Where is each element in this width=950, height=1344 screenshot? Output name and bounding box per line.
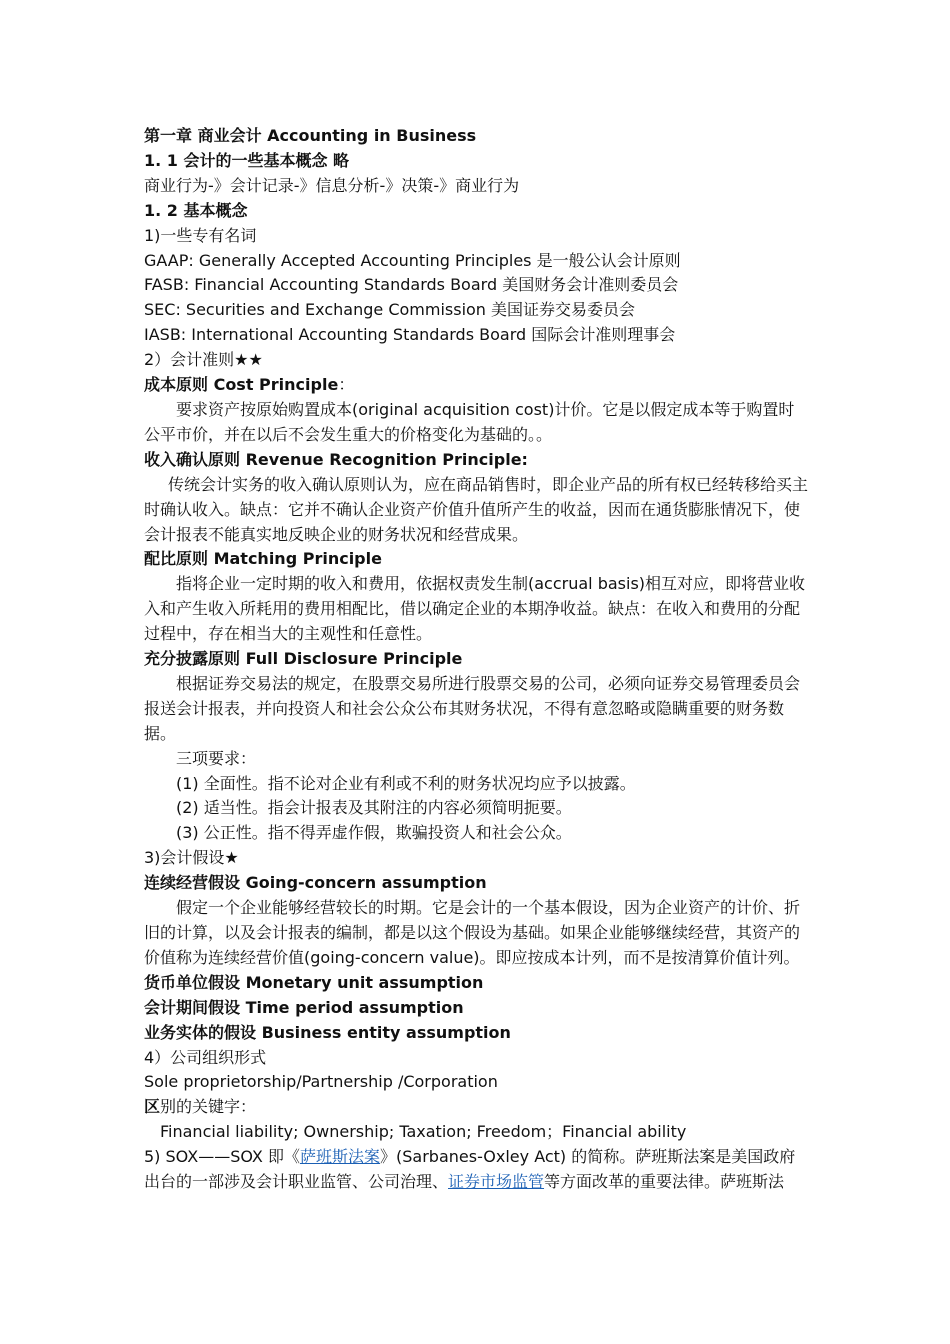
revenue-principle-body: 传统会计实务的收入确认原则认为，应在商品销售时，即企业产品的所有权已经转移给买主时确认收入。缺点：它并不确认企业资产价值升值所产生的收益，因而在通货膨胀情况下，使会计报表不能真实地反映企业的财务状况和经营成果。 — [144, 474, 809, 544]
assumptions-heading: 3)会计假设★ — [144, 848, 239, 868]
business-entity-title: 业务实体的假设 Business entity assumption — [144, 1022, 511, 1042]
cost-principle-label: 成本原则 Cost Principle — [144, 375, 339, 395]
securities-regulation-link[interactable]: 证券市场监管 — [448, 1172, 545, 1192]
matching-principle-body: 指将企业一定时期的收入和费用，依据权责发生制(accrual basis)相互对应，即将营业收入和产生收入所耗用的费用相配比，借以确定企业的本期净收益。缺点：在收入和费用的分配过程中，存在相当大的主观性和任意性。 — [144, 574, 806, 644]
cost-principle-colon: ： — [338, 375, 355, 395]
org-forms-heading: 4）公司组织形式 — [144, 1047, 267, 1067]
keywords-list: Financial liability; Ownership; Taxation; Freedom；Financial ability — [160, 1122, 687, 1142]
term-gaap: GAAP: Generally Accepted Accounting Principles 是一般公认会计原则 — [144, 250, 681, 270]
disclosure-principle-title: 充分披露原则 Full Disclosure Principle — [144, 649, 463, 669]
section-1-2-heading: 1. 2 基本概念 — [144, 200, 248, 220]
going-concern-title: 连续经营假设 Going-concern assumption — [144, 873, 487, 893]
cost-principle-title — [144, 373, 808, 398]
keywords-heading-rest: 别的关键字： — [160, 1097, 257, 1117]
sarbanes-oxley-link[interactable]: 萨班斯法案 — [299, 1147, 380, 1167]
org-forms-list: Sole proprietorship/Partnership /Corporation — [144, 1072, 498, 1092]
sox-text-middle: 》(Sarbanes-Oxley Act) 的简称。萨班斯法案是美国政府出台的一部涉及会计职业监管、公司治理、 — [144, 1147, 796, 1192]
requirement-1: (1) 全面性。指不论对企业有利或不利的财务状况均应予以披露。 — [176, 773, 636, 793]
time-period-title: 会计期间假设 Time period assumption — [144, 997, 464, 1017]
term-sec: SEC: Securities and Exchange Commission 美国证券交易委员会 — [144, 300, 636, 320]
section-1-1-heading: 1. 1 会计的一些基本概念 略 — [144, 150, 350, 170]
sox-text-end: 等方面改革的重要法律。萨班斯法 — [544, 1172, 785, 1192]
requirement-2: (2) 适当性。指会计报表及其附注的内容必须简明扼要。 — [176, 798, 572, 818]
disclosure-principle-body: 根据证券交易法的规定，在股票交易所进行股票交易的公司，必须向证券交易管理委员会报送会计报表，并向投资人和社会公众公布其财务状况，不得有意忽略或隐瞒重要的财务数据。 — [144, 673, 801, 743]
terms-heading: 1)一些专有名词 — [144, 225, 257, 245]
requirement-3: (3) 公正性。指不得弄虚作假，欺骗投资人和社会公众。 — [176, 823, 572, 843]
going-concern-body: 假定一个企业能够经营较长的时期。它是会计的一个基本假设，因为企业资产的计价、折旧的计算，以及会计报表的编制，都是以这个假设为基础。如果企业能够继续经营，其资产的价值称为连续经营价值(going-concern value)。即应按成本计列，而不是按清算价值计列。 — [144, 898, 801, 967]
three-requirements-label: 三项要求： — [176, 748, 257, 768]
business-flow-text: 商业行为-》会计记录-》信息分析-》决策-》商业行为 — [144, 175, 520, 195]
document-body — [144, 124, 808, 1195]
keywords-heading — [144, 1095, 808, 1120]
sox-text-start: 5) SOX——SOX 即《 — [144, 1147, 300, 1167]
matching-principle-title: 配比原则 Matching Principle — [144, 549, 382, 569]
principles-heading: 2）会计准则★★ — [144, 350, 263, 370]
term-fasb: FASB: Financial Accounting Standards Board 美国财务会计准则委员会 — [144, 275, 679, 295]
keywords-heading-bold: 区 — [144, 1097, 161, 1117]
chapter-title: 第一章 商业会计 Accounting in Business — [144, 126, 477, 145]
monetary-unit-title: 货币单位假设 Monetary unit assumption — [144, 972, 484, 992]
term-iasb: IASB: International Accounting Standards Board 国际会计准则理事会 — [144, 325, 676, 345]
revenue-principle-title: 收入确认原则 Revenue Recognition Principle: — [144, 449, 528, 469]
sox-paragraph — [144, 1145, 808, 1195]
cost-principle-body: 要求资产按原始购置成本(original acquisition cost)计价。它是以假定成本等于购置时公平市价，并在以后不会发生重大的价格变化为基础的。。 — [144, 399, 795, 444]
